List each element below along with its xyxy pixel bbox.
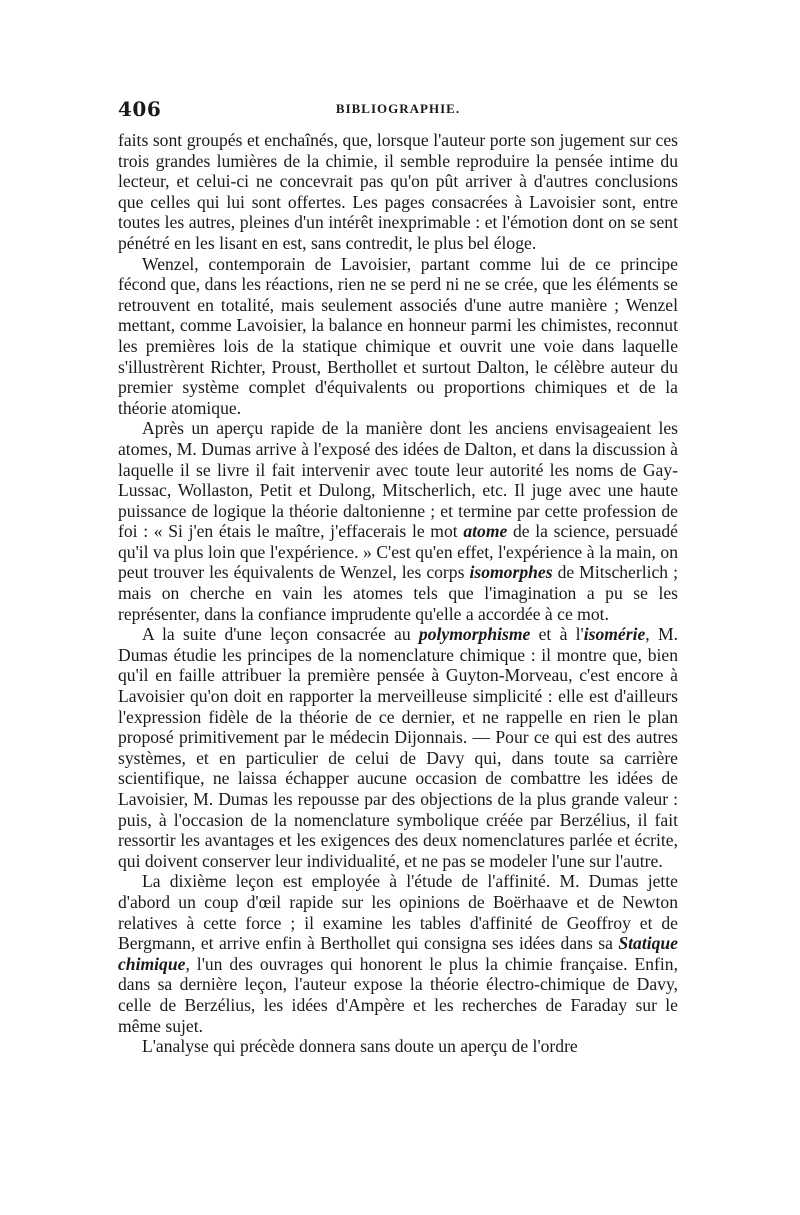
text-run: A la suite d'une leçon consacrée au: [142, 624, 419, 645]
italic-term: isomorphes: [469, 562, 553, 583]
text-run: L'analyse qui précède donnera sans doute un aperçu de l'ordre: [142, 1036, 578, 1057]
text-run: de la science, persuadé qu'il va plus loin que l'expérience. » C'est qu'en effet, l'expérience à la main, on peut trouver les équivalents de Wenzel, les corps: [118, 521, 678, 583]
body-text: [118, 130, 678, 1057]
italic-term: Statique chimique: [118, 933, 678, 974]
text-run: faits sont groupés et enchaînés, que, lorsque l'auteur porte son jugement sur ces trois grandes lumières de la chimie, il semble reproduire la pensée intime du lecteur, et celui-ci ne concevrait pas qu'on pût arriver à d'autres conclusions que celles qui lui sont offertes. Les pages consacrées à Lavoisier sont, entre toutes les autres, pleines d'un intérêt inexprimable : et l'émotion dont on se sent pénétré en les lisant en est, sans contredit, le plus bel éloge.: [118, 130, 678, 253]
page-number: 406: [118, 97, 162, 121]
italic-term: isomérie: [583, 624, 646, 645]
paragraph: [118, 254, 678, 419]
text-run: , M. Dumas étudie les principes de la nomenclature chimique : il montre que, bien qu'il en faille attribuer la première pensée à Guyton-Morveau, c'est encore à Lavoisier qu'on doit en rapporter la merveilleuse simplicité : elle est d'ailleurs l'expression fidèle de la théorie de ce dernier, et ne rappelle en rien le plan proposé primitivement par le médecin Dijonnais. — Pour ce qui est des autres systèmes, et en particulier de celui de Davy qui, dans toute sa carrière scientifique, ne laissa échapper aucune occasion de combattre les idées de Lavoisier, M. Dumas les repousse par des objections de la plus grande valeur : puis, à l'occasion de la nomenclature symbolique créée par Berzélius, il fait ressortir les avantages et les exigences des deux nomenclatures parlée et écrite, qui doivent conserver leur individualité, et ne pas se modeler l'une sur l'autre.: [118, 624, 678, 871]
text-run: de Mitscherlich ; mais on cherche en vain les atomes tels que l'imagination a pu se les représenter, dans la confiance imprudente qu'elle a accordée à ce mot.: [118, 562, 678, 624]
running-head: BIBLIOGRAPHIE.: [335, 101, 461, 116]
paragraph: [118, 130, 678, 254]
text-run: Wenzel, contemporain de Lavoisier, partant comme lui de ce principe fécond que, dans les réactions, rien ne se perd ni ne se crée, que les éléments se retrouvent en totalité, mais seulement associés d'une autre manière ; Wenzel mettant, comme Lavoisier, la balance en honneur parmi les chimistes, reconnut les premières lois de la statique chimique et ouvrit une voie dans laquelle s'illustrèrent Richter, Proust, Berthollet et surtout Dalton, le célèbre auteur du premier système complet d'équivalents ou proportions chimiques et de la théorie atomique.: [118, 253, 678, 418]
italic-term: atome: [463, 521, 508, 542]
page-header: [118, 97, 678, 125]
paragraph: [118, 1036, 678, 1057]
text-run: et à l': [530, 624, 584, 645]
paragraph: [118, 624, 678, 871]
paragraph: [118, 871, 678, 1036]
text-run: La dixième leçon est employée à l'étude de l'affinité. M. Dumas jette d'abord un coup d'œil rapide sur les opinions de Boërhaave et de Newton relatives à cette force ; il examine les tables d'affinité de Geoffroy et de Bergmann, et arrive enfin à Berthollet qui consigna ses idées dans sa: [118, 871, 678, 954]
italic-term: polymorphisme: [418, 624, 531, 645]
text-run: , l'un des ouvrages qui honorent le plus la chimie française. Enfin, dans sa dernière leçon, l'auteur expose la théorie électro-chimique de Davy, celle de Berzélius, les idées d'Ampère et les recherches de Faraday sur le même sujet.: [118, 953, 678, 1036]
text-run: Après un aperçu rapide de la manière dont les anciens envisageaient les atomes, M. Dumas arrive à l'exposé des idées de Dalton, et dans la discussion à laquelle il se livre il fait intervenir avec toute leur autorité les noms de Gay-Lussac, Wollaston, Petit et Dulong, Mitscherlich, etc. Il juge avec une haute puissance de logique la théorie daltonienne ; et termine par cette profession de foi : « Si j'en étais le maître, j'effacerais le mot: [118, 418, 678, 542]
paragraph: [118, 418, 678, 624]
